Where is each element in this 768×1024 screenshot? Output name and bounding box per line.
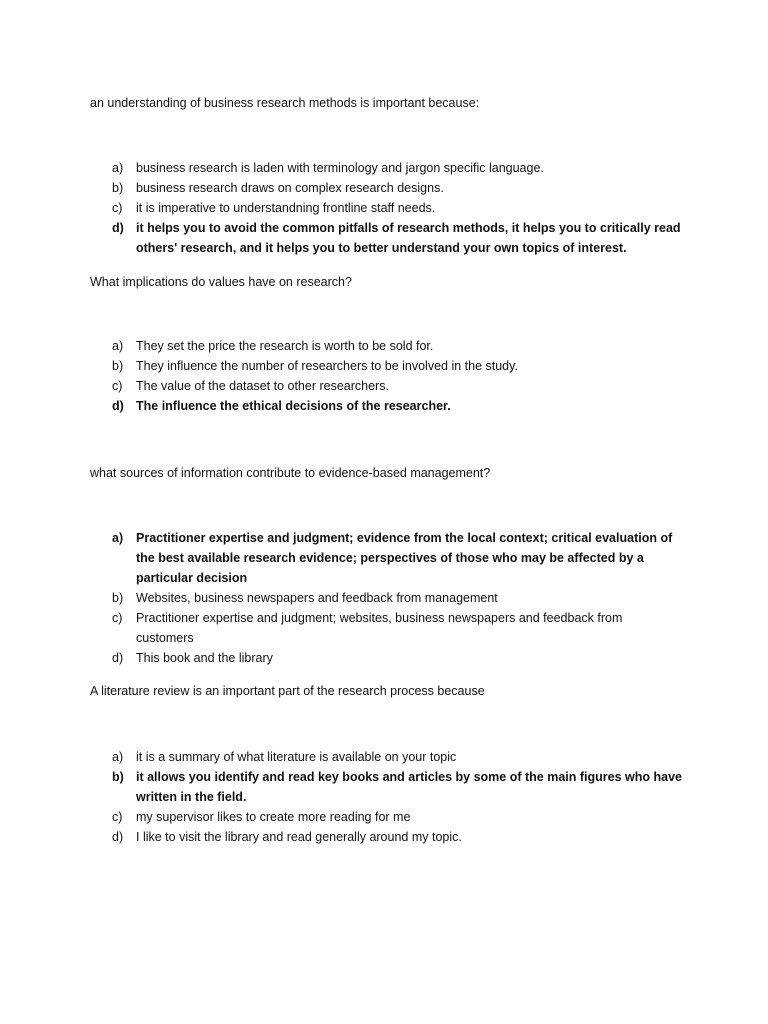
option-text: Practitioner expertise and judgment; evidence from the local context; critical evaluation of the best available research evidence; perspectives of those who may be affected by a particular decision: [136, 531, 673, 585]
option-letter: d): [112, 221, 124, 235]
option-text: This book and the library: [136, 651, 273, 665]
option-text: business research draws on complex research designs.: [136, 181, 444, 195]
question-3-option-c: [112, 608, 682, 648]
question-1-options: [112, 158, 682, 258]
option-letter: d): [112, 399, 124, 413]
option-text: it is imperative to understandning frontline staff needs.: [136, 201, 436, 215]
option-letter: a): [112, 531, 124, 545]
option-text: The value of the dataset to other researchers.: [136, 379, 389, 393]
question-2-options: [112, 336, 682, 416]
option-text: my supervisor likes to create more reading for me: [136, 810, 411, 824]
question-1-option-c: [112, 198, 682, 218]
option-text: Practitioner expertise and judgment; websites, business newspapers and feedback from customers: [136, 611, 623, 645]
option-text: They set the price the research is worth to be sold for.: [136, 339, 434, 353]
option-letter: c): [112, 201, 123, 215]
question-3-option-d: [112, 648, 682, 668]
question-2-option-b: [112, 356, 682, 376]
question-2-option-d: [112, 396, 682, 416]
question-1-option-d: [112, 218, 682, 258]
option-letter: b): [112, 770, 124, 784]
option-letter: a): [112, 161, 124, 175]
question-3-option-a: [112, 528, 682, 588]
option-letter: b): [112, 181, 124, 195]
question-1-prompt: an understanding of business research methods is important because:: [90, 96, 480, 110]
question-1-option-a: [112, 158, 682, 178]
question-3-option-b: [112, 588, 682, 608]
option-text: it helps you to avoid the common pitfalls of research methods, it helps you to critically read others' research, and it helps you to better understand your own topics of interest.: [136, 221, 681, 255]
option-letter: d): [112, 830, 124, 844]
option-text: They influence the number of researchers to be involved in the study.: [136, 359, 518, 373]
option-text: it is a summary of what literature is available on your topic: [136, 750, 457, 764]
question-4-options: [112, 747, 682, 847]
option-letter: a): [112, 339, 124, 353]
question-4-option-c: [112, 807, 682, 827]
question-4-option-a: [112, 747, 682, 767]
option-letter: c): [112, 379, 123, 393]
option-text: I like to visit the library and read generally around my topic.: [136, 830, 462, 844]
question-2-prompt: What implications do values have on research?: [90, 275, 352, 289]
option-letter: c): [112, 810, 123, 824]
question-4-option-b: [112, 767, 682, 807]
option-text: it allows you identify and read key books and articles by some of the main figures who have written in the field.: [136, 770, 682, 804]
option-text: Websites, business newspapers and feedback from management: [136, 591, 498, 605]
option-letter: c): [112, 611, 123, 625]
option-text: business research is laden with terminology and jargon specific language.: [136, 161, 544, 175]
option-letter: a): [112, 750, 124, 764]
option-letter: b): [112, 359, 124, 373]
option-text: The influence the ethical decisions of the researcher.: [136, 399, 451, 413]
question-2-option-c: [112, 376, 682, 396]
question-4-option-d: [112, 827, 682, 847]
option-letter: d): [112, 651, 124, 665]
question-1-option-b: [112, 178, 682, 198]
question-3-options: [112, 528, 682, 668]
question-3-prompt: what sources of information contribute to evidence-based management?: [90, 466, 491, 480]
question-2-option-a: [112, 336, 682, 356]
option-letter: b): [112, 591, 124, 605]
question-4-prompt: A literature review is an important part of the research process because: [90, 684, 485, 698]
